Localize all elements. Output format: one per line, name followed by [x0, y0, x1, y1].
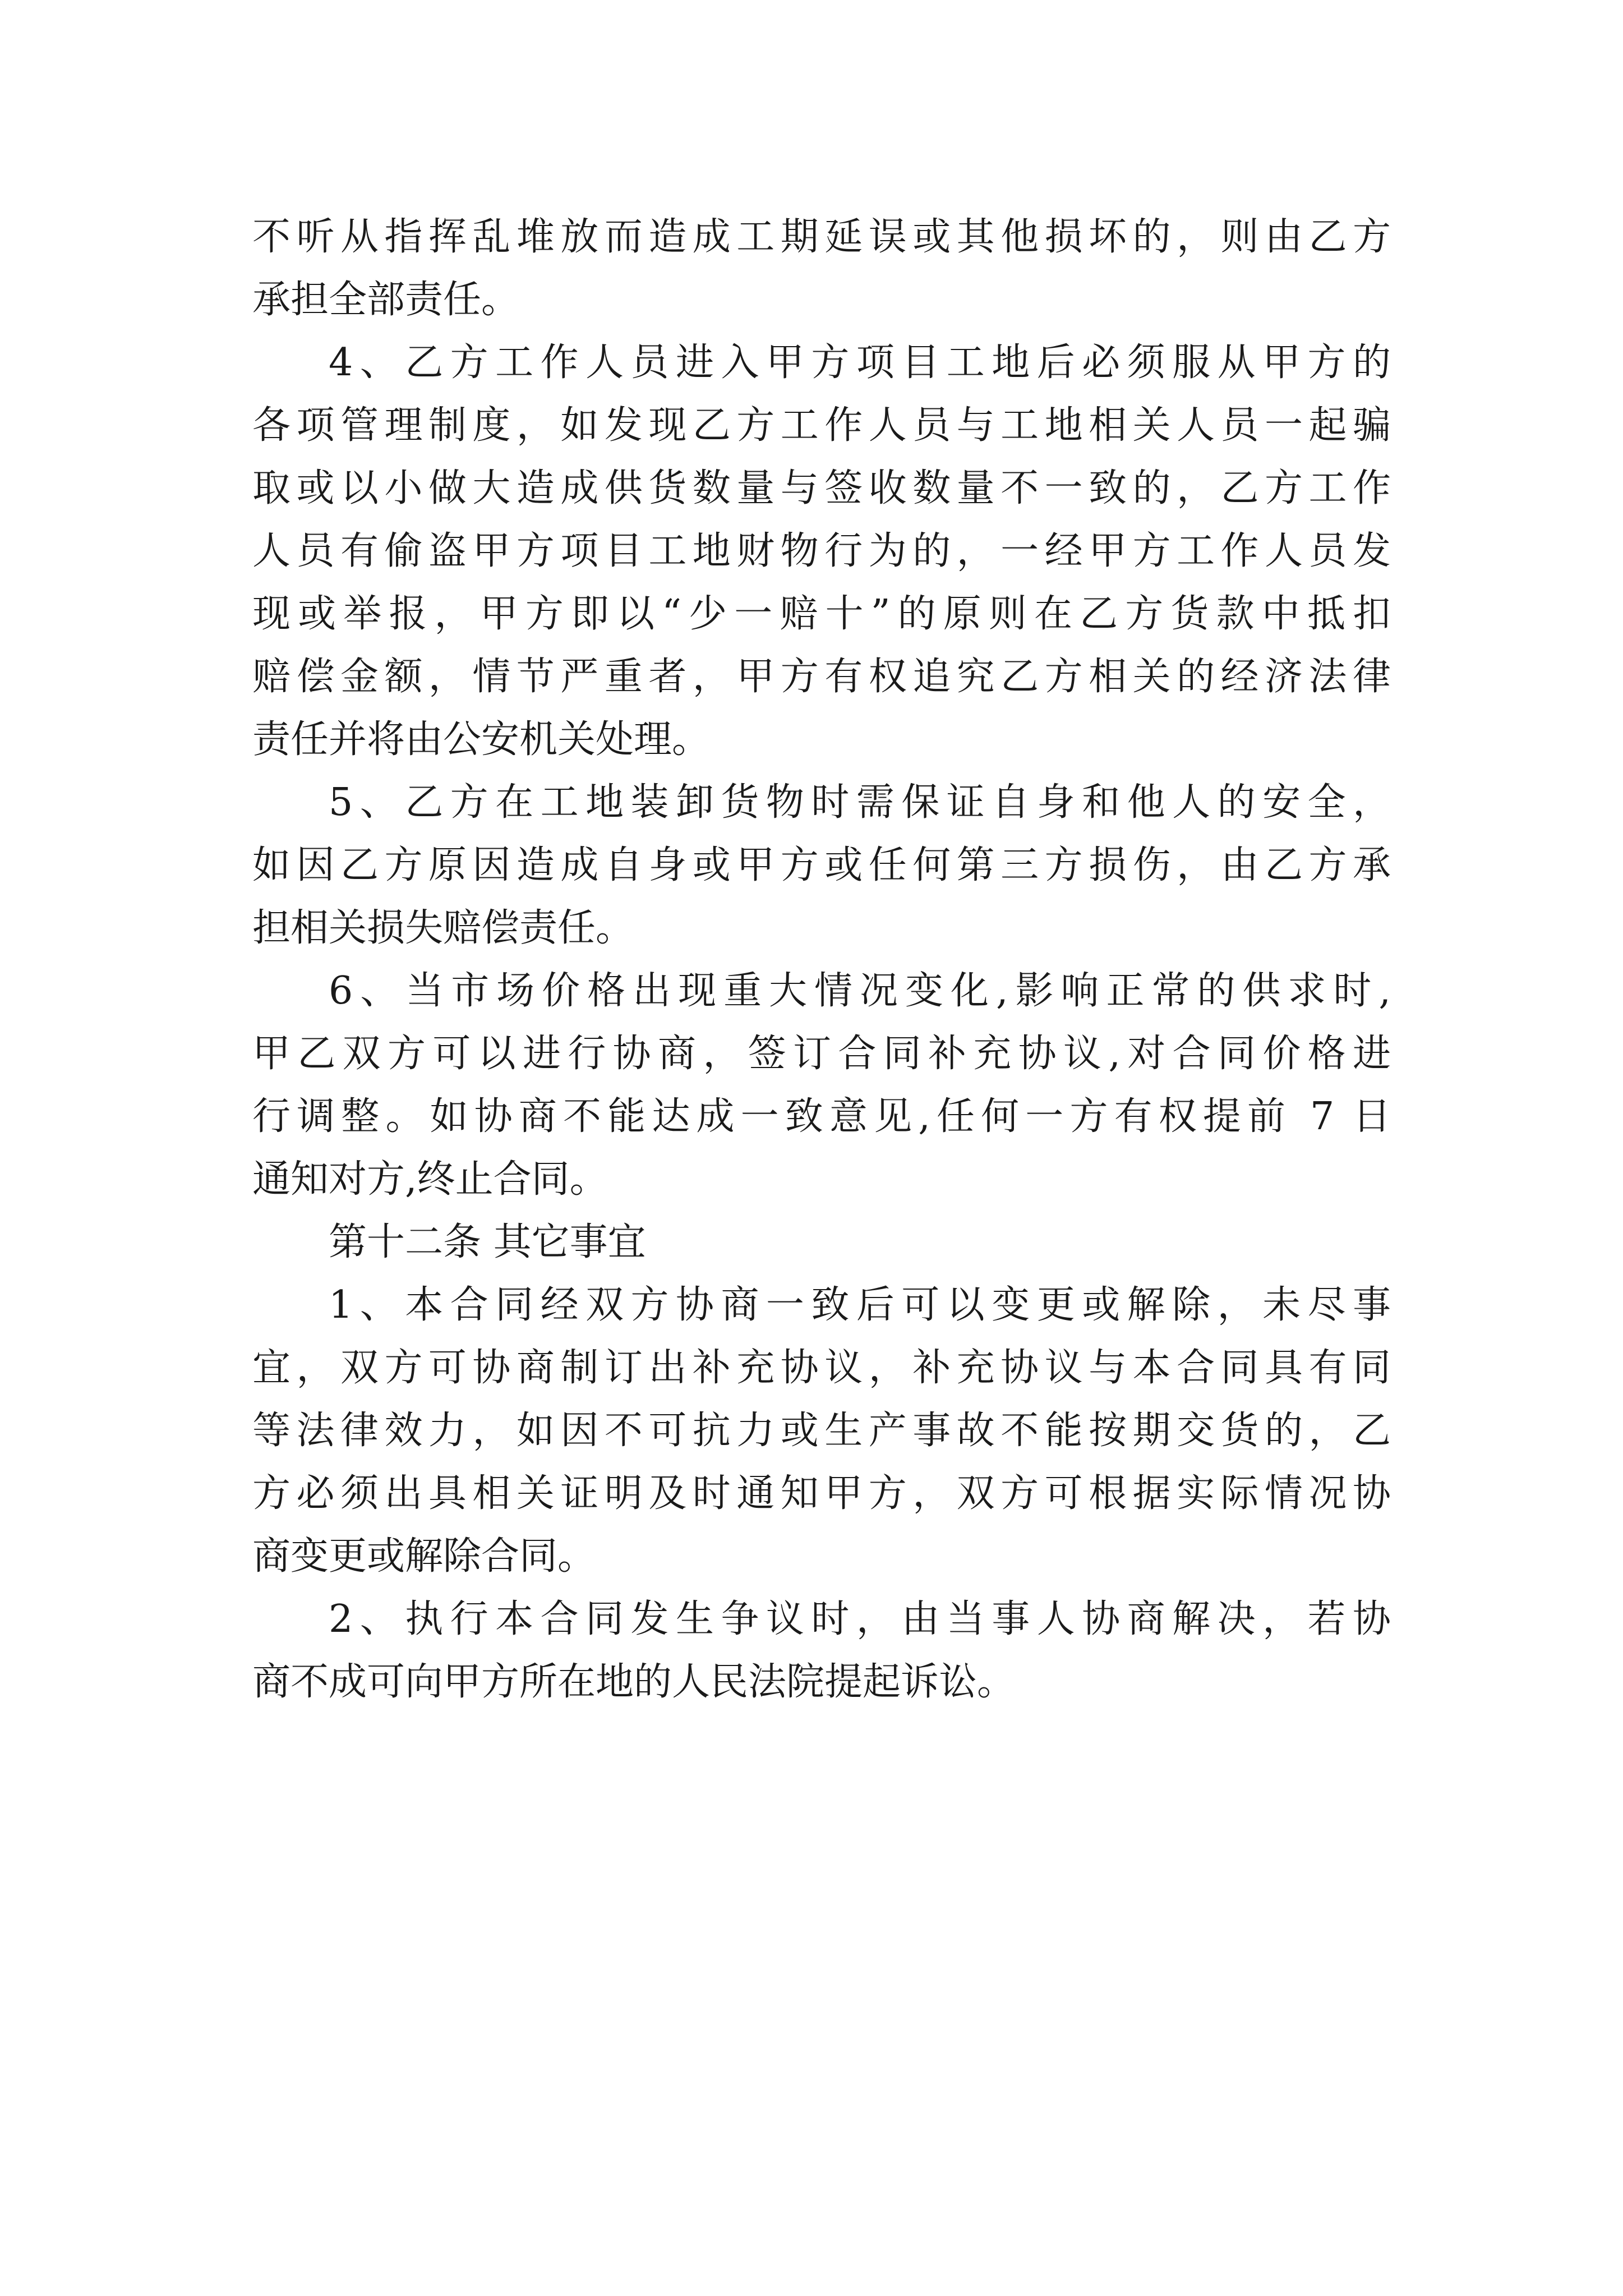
text-line: 赔偿金额，情节严重者，甲方有权追究乙方相关的经济法律 — [252, 655, 1391, 699]
text-line: 等法律效力，如因不可抗力或生产事故不能按期交货的，乙 — [252, 1409, 1391, 1453]
text-line: 行调整。如协商不能达成一致意见,任何一方有权提前 7 日 — [252, 1094, 1391, 1139]
text-line: 如因乙方原因造成自身或甲方或任何第三方损伤，由乙方承 — [252, 843, 1391, 887]
section-heading: 第十二条 其它事宜 — [329, 1220, 646, 1264]
document-page — [252, 206, 1391, 1714]
text-line: 5、乙方在工地装卸货物时需保证自身和他人的安全， — [329, 780, 1391, 825]
text-line: 宜，双方可协商制订出补充协议，补充协议与本合同具有同 — [252, 1346, 1391, 1390]
text-line: 各项管理制度，如发现乙方工作人员与工地相关人员一起骗 — [252, 403, 1391, 448]
text-line: 不听从指挥乱堆放而造成工期延误或其他损坏的，则由乙方 — [252, 215, 1391, 259]
text-line: 甲乙双方可以进行协商，签订合同补充协议,对合同价格进 — [252, 1032, 1391, 1076]
text-line: 担相关损失赔偿责任。 — [252, 906, 634, 950]
paragraph-article-12-item-1 — [252, 1274, 1391, 1588]
section-heading-article-12 — [252, 1211, 1391, 1274]
text-line: 人员有偷盗甲方项目工地财物行为的，一经甲方工作人员发 — [252, 529, 1391, 573]
paragraph-clause-4 — [252, 332, 1391, 771]
text-line: 通知对方,终止合同。 — [252, 1157, 608, 1202]
text-line: 6、当市场价格出现重大情况变化,影响正常的供求时, — [329, 969, 1391, 1013]
text-line: 责任并将由公安机关处理。 — [252, 717, 711, 762]
paragraph-clause-6 — [252, 960, 1391, 1211]
text-line: 现或举报，甲方即以“少一赔十”的原则在乙方货款中抵扣 — [252, 592, 1391, 636]
text-line: 商变更或解除合同。 — [252, 1534, 596, 1579]
text-line: 取或以小做大造成供货数量与签收数量不一致的，乙方工作 — [252, 466, 1391, 510]
text-line: 方必须出具相关证明及时通知甲方，双方可根据实际情况协 — [252, 1471, 1391, 1516]
paragraph-continuation — [252, 206, 1391, 332]
text-line: 1、本合同经双方协商一致后可以变更或解除，未尽事 — [329, 1283, 1391, 1327]
paragraph-article-12-item-2 — [252, 1588, 1391, 1714]
paragraph-clause-5 — [252, 771, 1391, 960]
text-line: 2、执行本合同发生争议时，由当事人协商解决，若协 — [329, 1597, 1391, 1641]
text-line: 4、乙方工作人员进入甲方项目工地后必须服从甲方的 — [329, 341, 1391, 385]
text-line: 商不成可向甲方所在地的人民法院提起诉讼。 — [252, 1660, 1016, 1704]
text-line: 承担全部责任。 — [252, 278, 520, 322]
